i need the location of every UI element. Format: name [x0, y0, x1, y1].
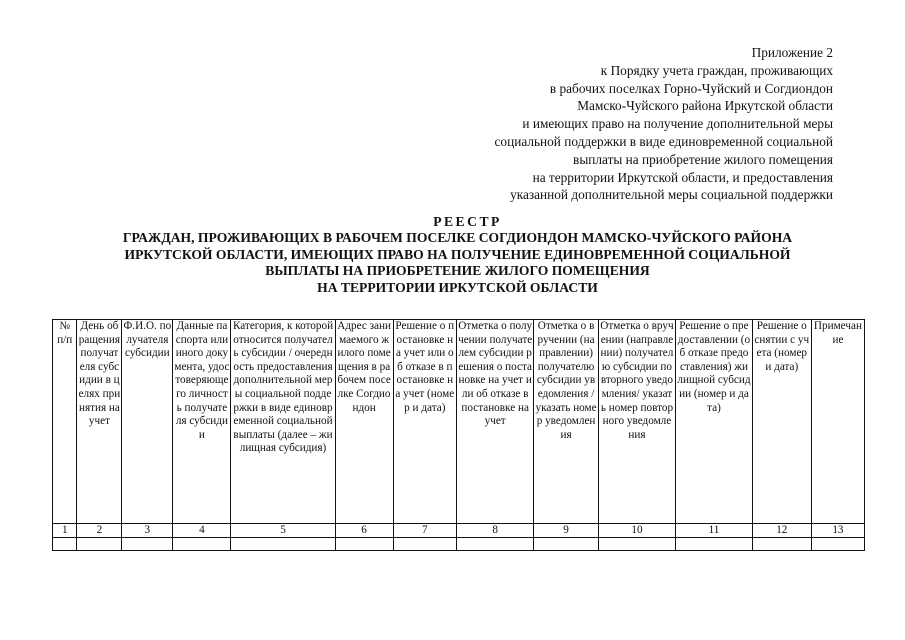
table-cell[interactable]: [676, 538, 753, 551]
header-cell: [335, 320, 393, 524]
header-text: Отметка о вручении (направлении) получателю субсидии повторного уведомления/ указать номер повторного уведомления: [600, 320, 674, 441]
column-number: 8: [456, 524, 534, 538]
header-cell: [752, 320, 811, 524]
header-text: Данные паспорта или иного документа, удостоверяющего личность получателя субсидии: [174, 320, 230, 441]
column-number: 10: [598, 524, 676, 538]
appendix-note: [413, 44, 833, 204]
header-text: Адрес занимаемого жилого помещения в рабочем поселке Согдиондон: [337, 320, 391, 414]
header-text: Категория, к которой относится получатель субсидии / очередность предоставления дополнительной меры социальной поддержки в виде единовременной социальной выплаты (далее – жилищная субсидия): [232, 320, 334, 455]
registry-table: [52, 319, 865, 551]
column-number: 3: [122, 524, 173, 538]
header-text: Решение о постановке на учет или об отказе в постановке на учет (номер и дата): [395, 320, 455, 414]
column-number: 2: [77, 524, 122, 538]
empty-data-row: [53, 538, 865, 551]
table-cell[interactable]: [231, 538, 335, 551]
column-number: 7: [393, 524, 456, 538]
header-cell: [598, 320, 676, 524]
header-text: День обращения получателя субсидии в целях принятия на учет: [78, 320, 121, 428]
appendix-line: указанной дополнительной меры социальной поддержки: [510, 187, 833, 203]
appendix-line: к Порядку учета граждан, проживающих: [600, 62, 833, 78]
title-line: ИРКУТСКОЙ ОБЛАСТИ, ИМЕЮЩИХ ПРАВО НА ПОЛУЧЕНИЕ ЕДИНОВРЕМЕННОЙ СОЦИАЛЬНОЙ: [124, 246, 791, 262]
title-heading: РЕЕСТР: [433, 214, 502, 229]
column-number: 1: [53, 524, 77, 538]
column-number: 11: [676, 524, 753, 538]
table-cell[interactable]: [752, 538, 811, 551]
table-cell[interactable]: [598, 538, 676, 551]
header-text: Отметка о вручении (направлении) получателю субсидии уведомления / указать номер уведомления: [535, 320, 597, 441]
header-cell: [122, 320, 173, 524]
column-number: 4: [173, 524, 231, 538]
header-text: № п/п: [57, 320, 73, 346]
column-number: 13: [811, 524, 864, 538]
header-row: [53, 320, 865, 524]
header-cell: [676, 320, 753, 524]
table-cell[interactable]: [77, 538, 122, 551]
column-number: 5: [231, 524, 335, 538]
column-number: 12: [752, 524, 811, 538]
table-cell[interactable]: [53, 538, 77, 551]
header-cell: [77, 320, 122, 524]
column-number: 9: [534, 524, 598, 538]
appendix-line: Приложение 2: [751, 45, 833, 60]
table-cell[interactable]: [173, 538, 231, 551]
column-number: 6: [335, 524, 393, 538]
document-title: [40, 214, 875, 296]
header-text: Решение о снятии с учета (номер и дата): [754, 320, 810, 373]
header-cell: [456, 320, 534, 524]
appendix-line: социальной поддержки в виде единовременной социальной: [494, 133, 833, 149]
appendix-line: на территории Иркутской области, и предоставления: [532, 169, 833, 185]
column-number-row: [53, 524, 865, 538]
table-cell[interactable]: [456, 538, 534, 551]
table-cell[interactable]: [122, 538, 173, 551]
header-text: Примечание: [813, 320, 862, 346]
header-cell: [811, 320, 864, 524]
appendix-line: Мамско-Чуйского района Иркутской области: [577, 98, 833, 114]
title-line: ГРАЖДАН, ПРОЖИВАЮЩИХ В РАБОЧЕМ ПОСЕЛКЕ СОГДИОНДОН МАМСКО-ЧУЙСКОГО РАЙОНА: [122, 230, 793, 246]
appendix-line: и имеющих право на получение дополнительной меры: [522, 116, 833, 132]
appendix-line: выплаты на приобретение жилого помещения: [573, 151, 833, 167]
table-cell[interactable]: [393, 538, 456, 551]
header-cell: [173, 320, 231, 524]
table-cell[interactable]: [534, 538, 598, 551]
header-text: Решение о предоставлении (об отказе предоставления) жилищной субсидии (номер и дата): [677, 320, 751, 414]
header-text: Ф.И.О. получателя субсидии: [123, 320, 172, 360]
header-text: Отметка о получении получателем субсидии решения о постановке на учет или об отказе в постановке на учет: [458, 320, 533, 428]
title-line: ВЫПЛАТЫ НА ПРИОБРЕТЕНИЕ ЖИЛОГО ПОМЕЩЕНИЯ: [265, 263, 650, 279]
header-cell: [393, 320, 456, 524]
header-cell: [534, 320, 598, 524]
header-cell: [231, 320, 335, 524]
header-cell: [53, 320, 77, 524]
title-line: НА ТЕРРИТОРИИ ИРКУТСКОЙ ОБЛАСТИ: [317, 279, 598, 295]
table-cell[interactable]: [811, 538, 864, 551]
appendix-line: в рабочих поселках Горно-Чуйский и Согдиондон: [549, 80, 833, 96]
table-cell[interactable]: [335, 538, 393, 551]
